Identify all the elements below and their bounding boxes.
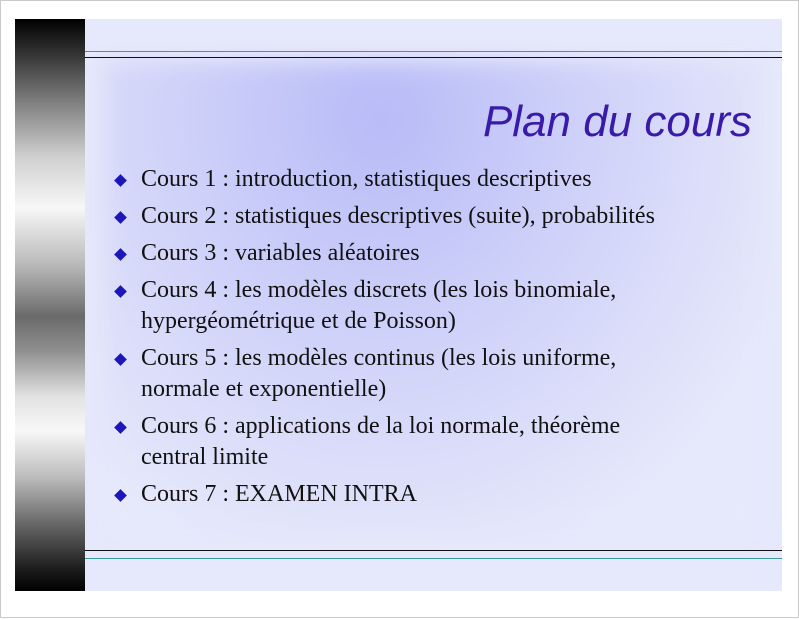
list-item <box>114 201 774 232</box>
list-item <box>114 343 774 405</box>
item-text: Cours 2 : statistiques descriptives (suite), probabilités <box>141 203 655 229</box>
item-text: Cours 6 : applications de la loi normale, théorème <box>141 413 621 439</box>
bottom-accent-line <box>85 558 782 559</box>
course-plan-list <box>114 164 774 516</box>
item-text-continued: central limite <box>141 444 269 470</box>
top-accent-line <box>85 51 782 52</box>
diamond-bullet-icon <box>114 489 127 502</box>
top-divider-line <box>85 57 782 58</box>
item-text-continued: hypergéométrique et de Poisson) <box>141 308 456 334</box>
diamond-bullet-icon <box>114 211 127 224</box>
side-gradient-bar <box>15 19 85 591</box>
item-text: Cours 7 : EXAMEN INTRA <box>141 481 417 507</box>
diamond-bullet-icon <box>114 421 127 434</box>
list-item <box>114 275 774 337</box>
diamond-bullet-icon <box>114 353 127 366</box>
list-item <box>114 479 774 510</box>
slide-title: Plan du cours <box>482 97 752 146</box>
list-item <box>114 411 774 473</box>
bottom-divider-line <box>85 550 782 551</box>
diamond-bullet-icon <box>114 174 127 187</box>
item-text: Cours 5 : les modèles continus (les lois uniforme, <box>141 345 617 371</box>
list-item <box>114 238 774 269</box>
item-text: Cours 1 : introduction, statistiques descriptives <box>141 166 592 192</box>
diamond-bullet-icon <box>114 248 127 261</box>
list-item <box>114 164 774 195</box>
diamond-bullet-icon <box>114 285 127 298</box>
item-text-continued: normale et exponentielle) <box>141 376 387 402</box>
item-text: Cours 3 : variables aléatoires <box>141 240 420 266</box>
item-text: Cours 4 : les modèles discrets (les lois binomiale, <box>141 277 617 303</box>
